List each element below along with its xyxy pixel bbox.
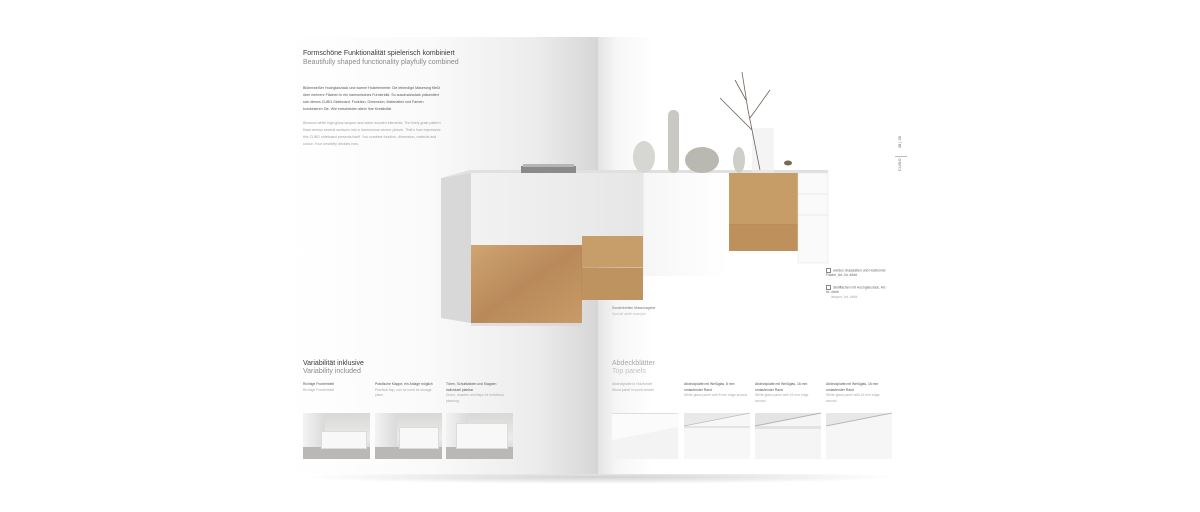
caption-en: Doors, drawers and flaps for individual planning — [446, 393, 504, 403]
legend-text: weißes Glasplatten und Holzfurnier Fläche, Art.-Nr. #### — [826, 268, 886, 278]
caption-de: Türen, Schubkästen und Klappen individuell planbar — [446, 382, 497, 392]
panel-caption-4 — [826, 382, 890, 404]
body-text-german: Blütenweißer Hochglanzlack und warme Holzelemente: Die lebendige Maserung fließt über mehrere Flächen in ein harmonisches Furnierbild. So ausdrucksstark präsentiert sich dieses CUBO-Sideboard. Funktion, Dimension, Materialien und Farben kombinieren Sie. Wie entscheiden allein Ihre Kreativität. — [303, 86, 440, 111]
tab-divider — [895, 156, 907, 157]
variability-photo-3 — [446, 413, 513, 459]
product-caption-de: Sonderbreiten Masschagebe — [612, 306, 656, 310]
headline-german: Formschöne Funktionalität spielerisch kombiniert — [303, 50, 455, 57]
caption-de: Abdeckplatte mit Weißglas, 8 mm umlaufender Rand — [684, 382, 735, 392]
variability-caption-1 — [303, 382, 367, 393]
headline-english: Beautifully shaped functionality playfully combined — [303, 59, 459, 66]
top-panels-heading-english: Top panels — [612, 368, 646, 375]
variability-heading-german: Variabilität inklusive — [303, 360, 364, 367]
caption-en: White glass panel with 16 mm edge around — [755, 393, 809, 403]
caption-de: Abdeckplatte in Holzfurnier — [612, 382, 653, 386]
caption-de: Abdeckplatte mit Weißglas, 16 mm umlaufender Rand — [826, 382, 879, 392]
caption-en: Practical flap, can be used as storage place — [375, 387, 432, 397]
swatch-icon — [826, 285, 831, 290]
section-label: CUBO — [897, 158, 902, 172]
body-text-english: Blossom white high-gloss lacquer and warm wooden elements: The lively grain pattern flows across several surfaces into a harmonious veneer picture. That's how expressive this CUBO sideboard presents itself. You combine function, dimension, material and colour. Your creativity decides how. — [303, 121, 441, 146]
panel-caption-1 — [612, 382, 676, 393]
legend-text: Stellflächen mit Hochglanzlack, Art.-Nr. #### — [826, 285, 888, 295]
caption-en: Wood panel in wood veneer — [612, 387, 654, 392]
page-number: 38 | 39 — [897, 136, 902, 149]
panel-caption-3 — [755, 382, 819, 404]
product-caption-en: Special width example — [612, 311, 646, 316]
caption-de: Abdeckplatte mit Weißglas, 16 mm umlaufender Rand — [755, 382, 808, 392]
product-caption — [612, 306, 655, 317]
legend-text-en: lacquer, Art. #### — [831, 295, 858, 300]
caption-de: Praktische Klappe, ein Anlage möglich — [375, 382, 433, 386]
caption-de: Richtige Fronteinteilt — [303, 382, 334, 386]
top-panels-heading-german: Abdeckblätter — [612, 360, 655, 367]
variability-caption-3 — [446, 382, 510, 404]
caption-en: Richtige Fronteinteilt — [303, 387, 334, 392]
legend-item-1 — [826, 268, 888, 278]
variability-caption-2 — [375, 382, 439, 399]
legend-item-2 — [826, 285, 888, 300]
variability-heading-english: Variability included — [303, 368, 361, 375]
page-tab — [895, 134, 907, 178]
variability-photo-1 — [303, 413, 370, 459]
panel-caption-2 — [684, 382, 748, 399]
caption-en: White glass panel with 8 mm edge around — [684, 393, 748, 397]
caption-en: White glass panel with 16 mm edge around — [826, 393, 880, 403]
swatch-icon — [826, 268, 831, 273]
variability-photo-2 — [375, 413, 442, 459]
right-page — [598, 37, 907, 474]
